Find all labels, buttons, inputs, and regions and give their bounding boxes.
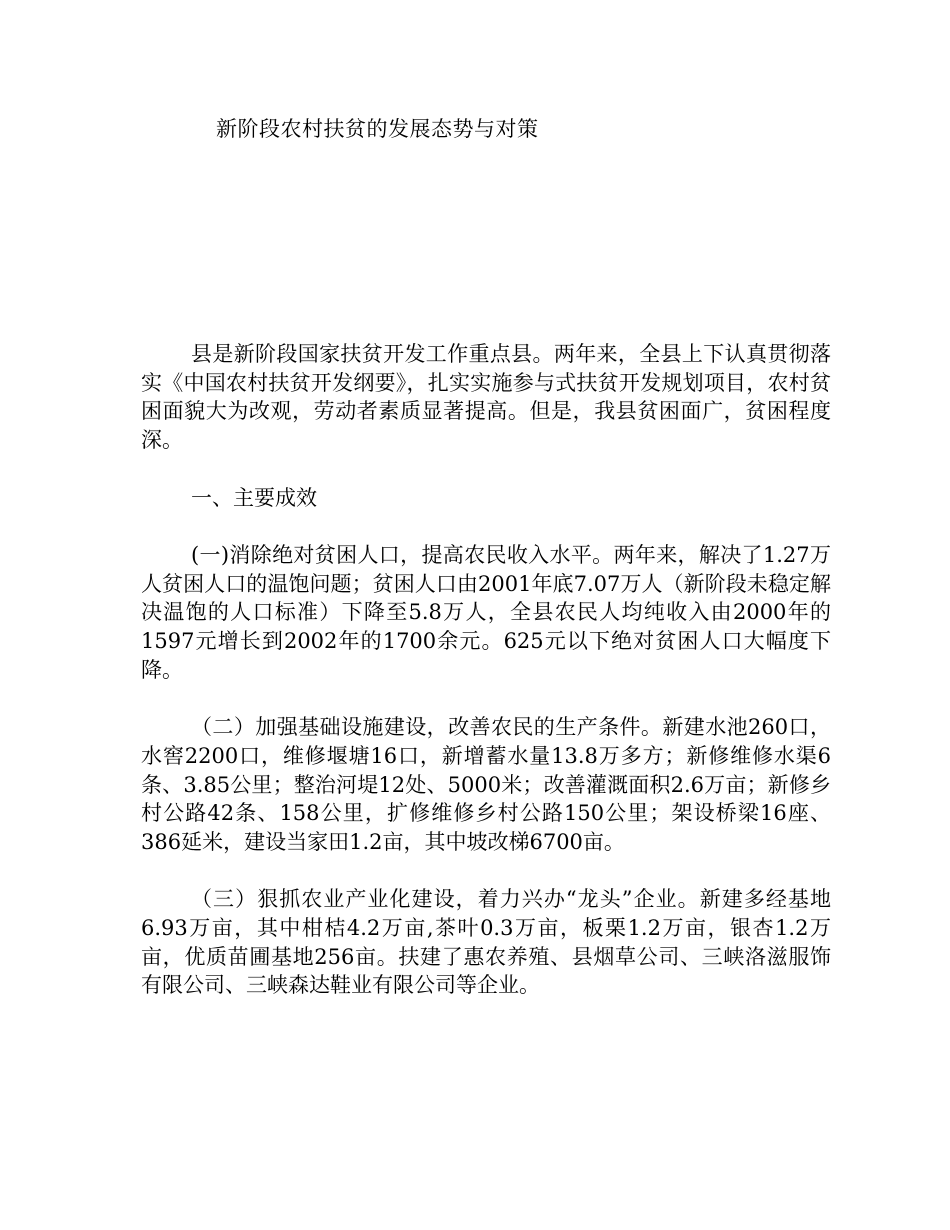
paragraph-infrastructure: （二）加强基础设施建设，改善农民的生产条件。新建水池260口，水窖2200口，维修堰塘16口，新增蓄水量13.8万多方；新修维修水渠6条、3.85公里；整治河堤12处、5000米；改善灌溉面积2.6万亩；新修乡村公路42条、158公里，扩修维修乡村公路150公里；架设桥梁16座、386延米，建设当家田1.2亩，其中坡改梯6700亩。 xyxy=(141,715,831,854)
document-title: 新阶段农村扶贫的发展态势与对策 xyxy=(216,117,539,141)
paragraph-income: (一)消除绝对贫困人口，提高农民收入水平。两年来，解决了1.27万人贫困人口的温饱问题；贫困人口由2001年底7.07万人（新阶段未稳定解决温饱的人口标准）下降至5.8万人，全县农民人均纯收入由2000年的1597元增长到2002年的1700余元。625元以下绝对贫困人口大幅度下降。 xyxy=(141,542,831,682)
section-heading: 一、主要成效 xyxy=(191,485,317,510)
document-body xyxy=(141,340,831,1000)
intro-paragraph: 县是新阶段国家扶贫开发工作重点县。两年来，全县上下认真贯彻落实《中国农村扶贫开发纲要》，扎实实施参与式扶贫开发规划项目，农村贫困面貌大为改观，劳动者素质显著提高。但是，我县贫困面广，贫困程度深。 xyxy=(141,342,831,453)
paragraph-industry: （三）狠抓农业产业化建设，着力兴办“龙头”企业。新建多经基地6.93万亩，其中柑桔4.2万亩,茶叶0.3万亩，板栗1.2万亩，银杏1.2万亩，优质苗圃基地256亩。扶建了惠农养殖、县烟草公司、三峡洛滋服饰有限公司、三峡森达鞋业有限公司等企业。 xyxy=(141,887,831,998)
